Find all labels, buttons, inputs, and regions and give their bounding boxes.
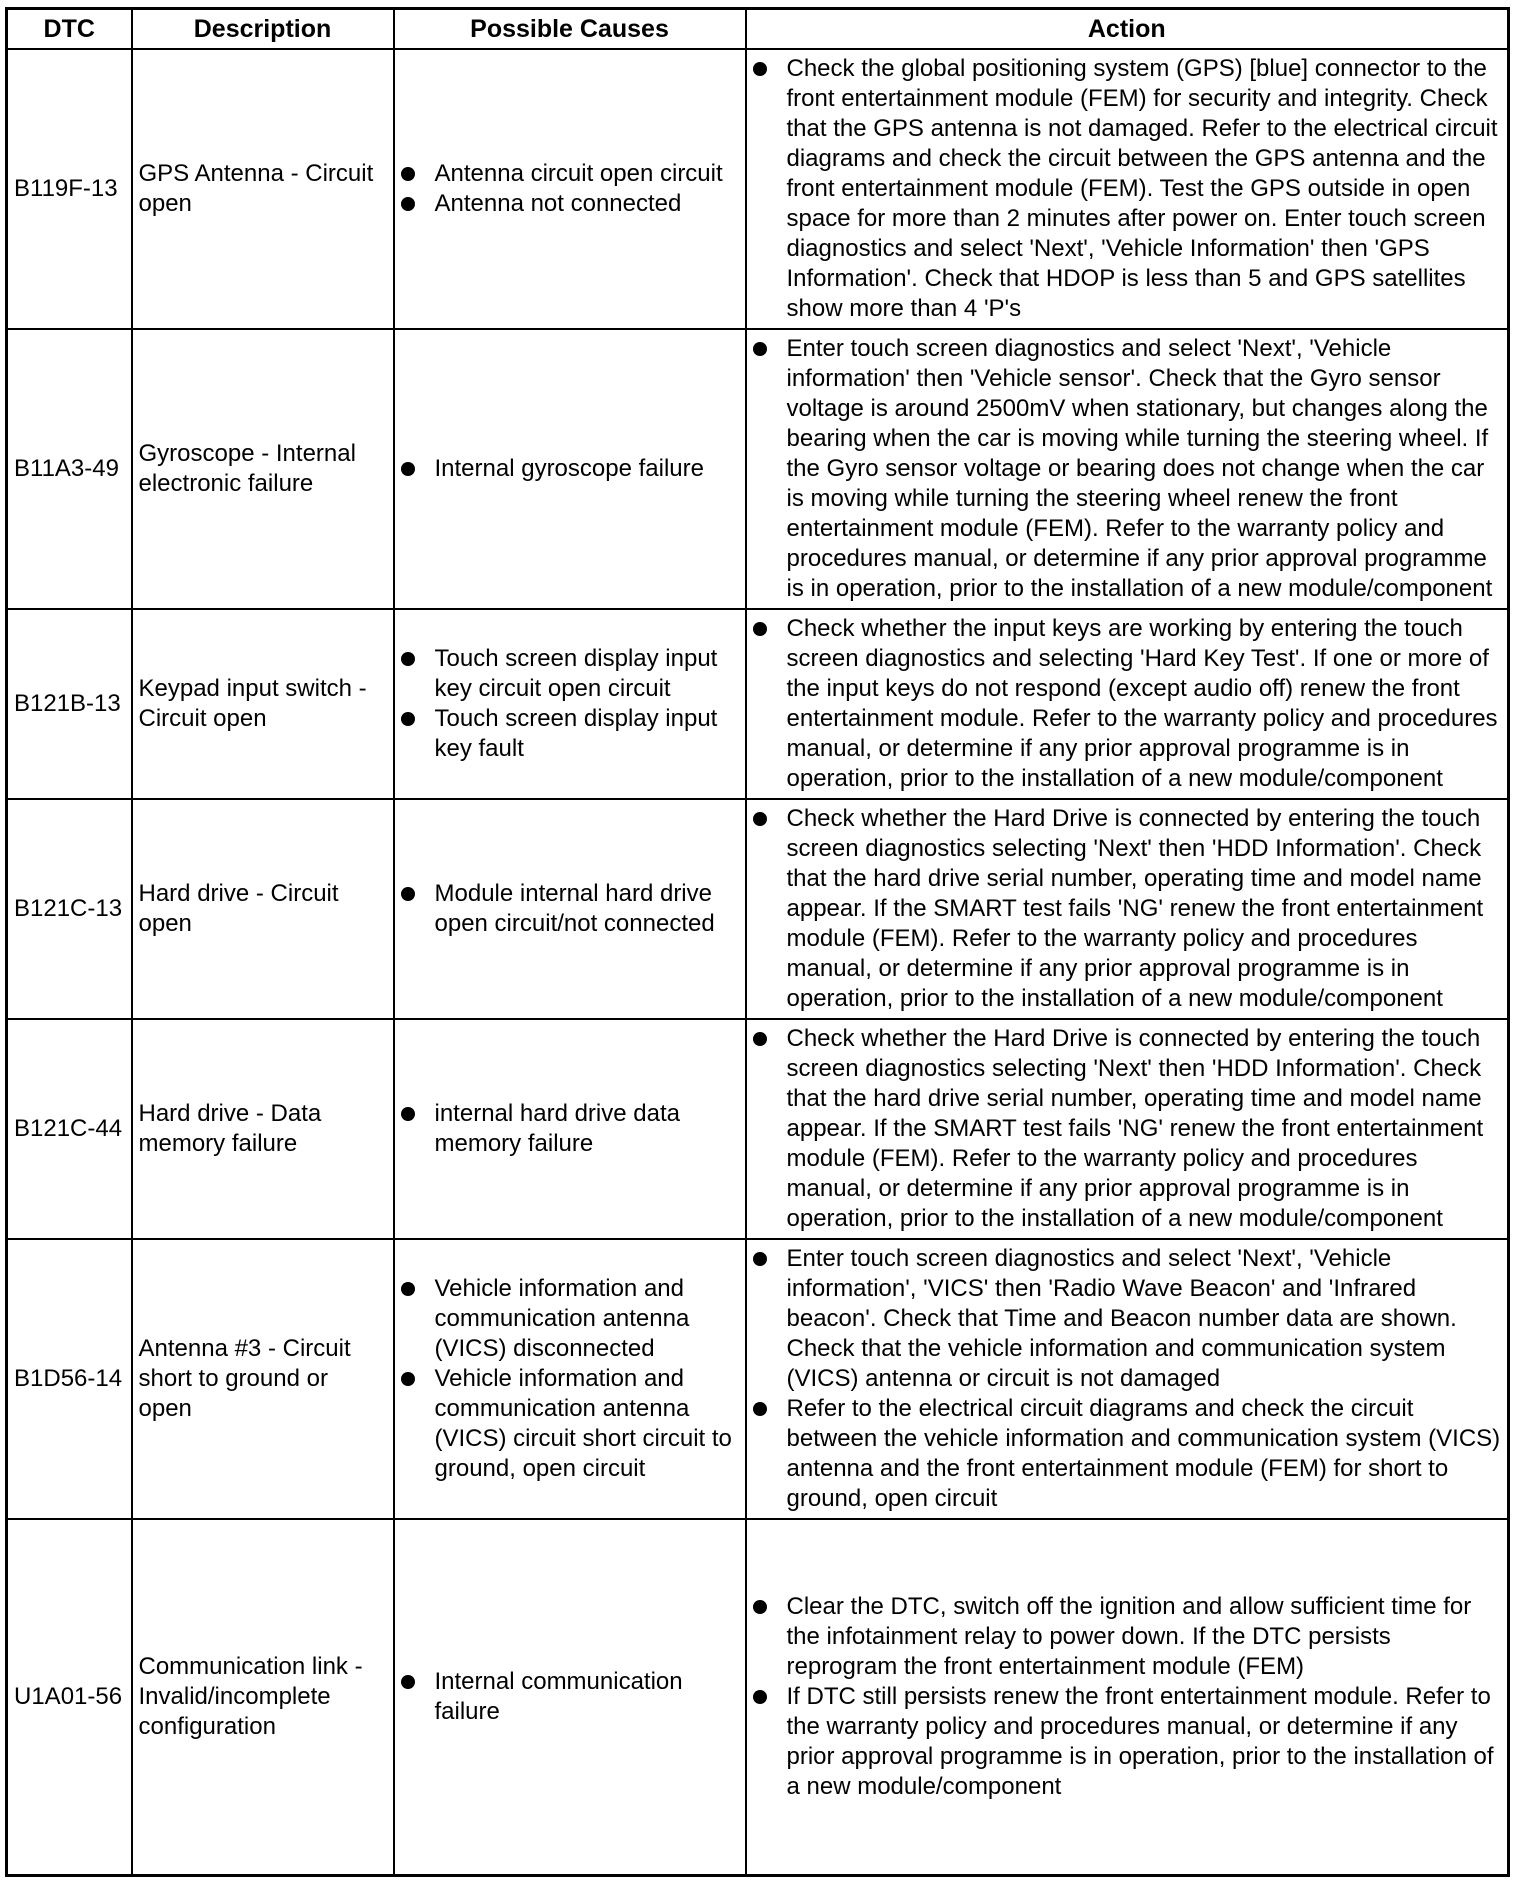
causes-list xyxy=(401,454,739,484)
header-row xyxy=(7,9,1509,50)
dtc-description: Antenna #3 - Circuit short to ground or open xyxy=(132,1239,394,1519)
possible-causes-cell xyxy=(394,609,746,799)
possible-causes-cell xyxy=(394,1019,746,1239)
table-row xyxy=(7,49,1509,329)
dtc-description: Communication link -Invalid/incomplete configuration xyxy=(132,1519,394,1876)
action-cell xyxy=(746,1519,1509,1876)
bullet-icon xyxy=(753,812,767,826)
possible-causes-cell xyxy=(394,1239,746,1519)
bullet-icon xyxy=(753,1402,767,1416)
actions-list xyxy=(753,334,1502,604)
possible-causes-cell xyxy=(394,329,746,609)
table-row xyxy=(7,1019,1509,1239)
causes-item xyxy=(401,1667,739,1727)
header-possible-causes: Possible Causes xyxy=(394,9,746,50)
dtc-code: B121C-13 xyxy=(7,799,132,1019)
bullet-icon xyxy=(401,1107,415,1121)
causes-list xyxy=(401,879,739,939)
action-cell xyxy=(746,799,1509,1019)
bullet-icon xyxy=(753,342,767,356)
actions-item xyxy=(753,54,1502,324)
dtc-description: Keypad input switch - Circuit open xyxy=(132,609,394,799)
bullet-icon xyxy=(401,652,415,666)
table-row xyxy=(7,1239,1509,1519)
dtc-description: Hard drive - Circuit open xyxy=(132,799,394,1019)
actions-item xyxy=(753,1592,1502,1682)
header-description: Description xyxy=(132,9,394,50)
table-row xyxy=(7,329,1509,609)
actions-list xyxy=(753,54,1502,324)
bullet-icon xyxy=(753,622,767,636)
causes-item xyxy=(401,704,739,764)
actions-item xyxy=(753,1682,1502,1802)
dtc-code: U1A01-56 xyxy=(7,1519,132,1876)
actions-text: Enter touch screen diagnostics and select 'Next', 'Vehicle information', 'VICS' then 'Radio Wave Beacon' and 'Infrared beacon'. Check that Time and Beacon number data are shown. Check that the vehicle information and communication system (VICS) antenna or circuit is not damaged xyxy=(786,1245,1457,1392)
possible-causes-cell xyxy=(394,1519,746,1876)
actions-list xyxy=(753,1592,1502,1802)
causes-text: Internal communication failure xyxy=(434,1668,683,1725)
actions-item xyxy=(753,1394,1502,1514)
actions-item xyxy=(753,334,1502,604)
bullet-icon xyxy=(753,1690,767,1704)
action-cell xyxy=(746,1019,1509,1239)
dtc-description: Gyroscope - Internal electronic failure xyxy=(132,329,394,609)
causes-item xyxy=(401,454,739,484)
bullet-icon xyxy=(753,1032,767,1046)
possible-causes-cell xyxy=(394,49,746,329)
causes-text: Touch screen display input key fault xyxy=(434,705,718,762)
table-row xyxy=(7,1519,1509,1876)
actions-text: Check whether the input keys are working by entering the touch screen diagnostics and selecting 'Hard Key Test'. If one or more of the input keys do not respond (except audio off) renew the front entertainment module. Refer to the warranty policy and procedures manual, or determine if any prior approval programme is in operation, prior to the installation of a new module/component xyxy=(786,615,1498,792)
dtc-code: B11A3-49 xyxy=(7,329,132,609)
bullet-icon xyxy=(401,1372,415,1386)
causes-list xyxy=(401,1099,739,1159)
causes-list xyxy=(401,159,739,219)
actions-list xyxy=(753,614,1502,794)
causes-list xyxy=(401,644,739,764)
header-action: Action xyxy=(746,9,1509,50)
causes-text: Module internal hard drive open circuit/not connected xyxy=(434,880,715,937)
causes-text: Vehicle information and communication antenna (VICS) circuit short circuit to ground, open circuit xyxy=(434,1365,732,1482)
actions-item xyxy=(753,1024,1502,1234)
action-cell xyxy=(746,609,1509,799)
bullet-icon xyxy=(753,62,767,76)
bullet-icon xyxy=(401,1675,415,1689)
causes-text: Touch screen display input key circuit open circuit xyxy=(434,645,718,702)
causes-item xyxy=(401,1364,739,1484)
bullet-icon xyxy=(401,1282,415,1296)
possible-causes-cell xyxy=(394,799,746,1019)
bullet-icon xyxy=(401,887,415,901)
dtc-table xyxy=(5,7,1510,1877)
dtc-code: B1D56-14 xyxy=(7,1239,132,1519)
bullet-icon xyxy=(401,462,415,476)
bullet-icon xyxy=(401,712,415,726)
bullet-icon xyxy=(401,167,415,181)
dtc-code: B119F-13 xyxy=(7,49,132,329)
causes-text: Internal gyroscope failure xyxy=(434,455,704,482)
actions-text: Clear the DTC, switch off the ignition and allow sufficient time for the infotainment relay to power down. If the DTC persists reprogram the front entertainment module (FEM) xyxy=(786,1593,1472,1680)
table-body xyxy=(7,49,1509,1876)
table-row xyxy=(7,799,1509,1019)
actions-text: If DTC still persists renew the front entertainment module. Refer to the warranty policy and procedures manual, or determine if any prior approval programme is in operation, prior to the installation of a new module/component xyxy=(786,1683,1494,1800)
causes-item xyxy=(401,879,739,939)
actions-text: Enter touch screen diagnostics and select 'Next', 'Vehicle information' then 'Vehicle sensor'. Check that the Gyro sensor voltage is around 2500mV when stationary, but changes along the bearing when the car is moving while turning the steering wheel. If the Gyro sensor voltage or bearing does not change when the car is moving while turning the steering wheel renew the front entertainment module (FEM). Refer to the warranty policy and procedures manual, or determine if any prior approval programme is in operation, prior to the installation of a new module/component xyxy=(786,335,1493,602)
dtc-description: GPS Antenna - Circuit open xyxy=(132,49,394,329)
causes-item xyxy=(401,644,739,704)
causes-item xyxy=(401,1274,739,1364)
causes-text: Antenna circuit open circuit xyxy=(434,160,723,187)
header-dtc: DTC xyxy=(7,9,132,50)
actions-text: Check whether the Hard Drive is connected by entering the touch screen diagnostics selecting 'Next' then 'HDD Information'. Check that the hard drive serial number, operating time and model name appear. If the SMART test fails 'NG' renew the front entertainment module (FEM). Refer to the warranty policy and procedures manual, or determine if any prior approval programme is in operation, prior to the installation of a new module/component xyxy=(786,1025,1484,1232)
action-cell xyxy=(746,49,1509,329)
dtc-code: B121B-13 xyxy=(7,609,132,799)
actions-list xyxy=(753,1024,1502,1234)
actions-item xyxy=(753,1244,1502,1394)
causes-item xyxy=(401,189,739,219)
actions-text: Refer to the electrical circuit diagrams and check the circuit between the vehicle information and communication system (VICS) antenna and the front entertainment module (FEM) for short to ground, open circuit xyxy=(786,1395,1501,1512)
action-cell xyxy=(746,1239,1509,1519)
causes-list xyxy=(401,1274,739,1484)
causes-item xyxy=(401,1099,739,1159)
table-row xyxy=(7,609,1509,799)
actions-item xyxy=(753,804,1502,1014)
bullet-icon xyxy=(753,1252,767,1266)
actions-text: Check whether the Hard Drive is connected by entering the touch screen diagnostics selecting 'Next' then 'HDD Information'. Check that the hard drive serial number, operating time and model name appear. If the SMART test fails 'NG' renew the front entertainment module (FEM). Refer to the warranty policy and procedures manual, or determine if any prior approval programme is in operation, prior to the installation of a new module/component xyxy=(786,805,1484,1012)
causes-text: Antenna not connected xyxy=(434,190,682,217)
actions-list xyxy=(753,1244,1502,1514)
action-cell xyxy=(746,329,1509,609)
dtc-code: B121C-44 xyxy=(7,1019,132,1239)
actions-list xyxy=(753,804,1502,1014)
causes-text: Vehicle information and communication antenna (VICS) disconnected xyxy=(434,1275,690,1362)
causes-item xyxy=(401,159,739,189)
bullet-icon xyxy=(401,197,415,211)
dtc-description: Hard drive - Data memory failure xyxy=(132,1019,394,1239)
bullet-icon xyxy=(753,1600,767,1614)
actions-text: Check the global positioning system (GPS) [blue] connector to the front entertainment module (FEM) for security and integrity. Check that the GPS antenna is not damaged. Refer to the electrical circuit diagrams and check the circuit between the GPS antenna and the front entertainment module (FEM). Test the GPS outside in open space for more than 2 minutes after power on. Enter touch screen diagnostics and select 'Next', 'Vehicle Information' then 'GPS Information'. Check that HDOP is less than 5 and GPS satellites show more than 4 'P's xyxy=(786,55,1498,322)
causes-list xyxy=(401,1667,739,1727)
actions-item xyxy=(753,614,1502,794)
causes-text: internal hard drive data memory failure xyxy=(434,1100,680,1157)
